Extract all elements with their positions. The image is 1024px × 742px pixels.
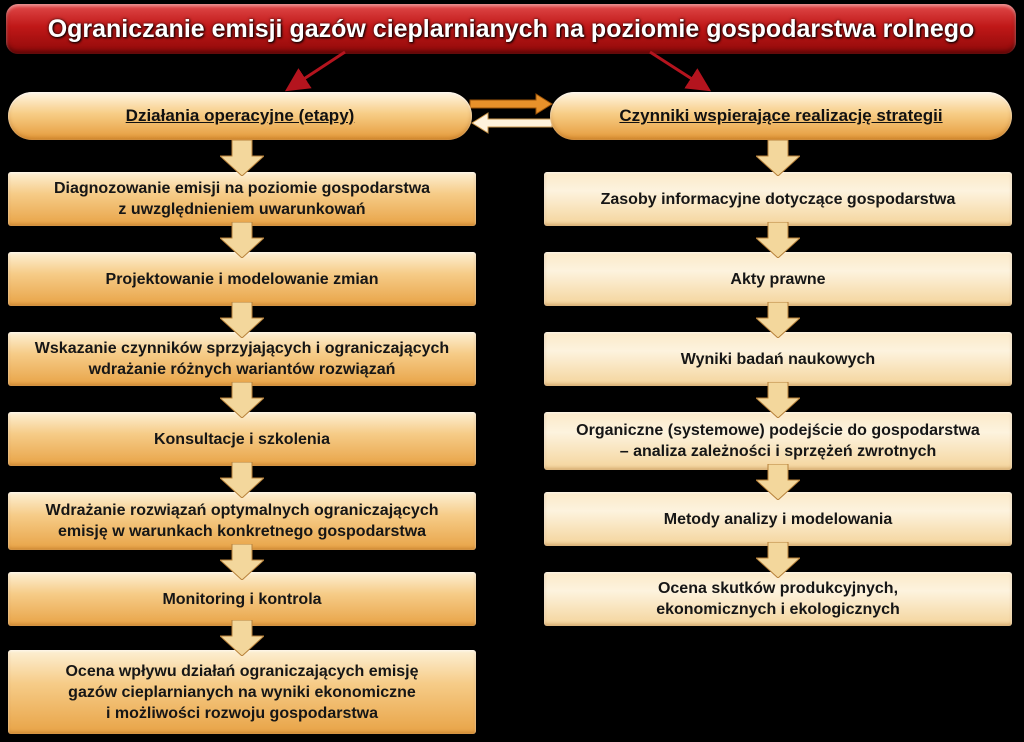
left-step-5: Wdrażanie rozwiązań optymalnych ograniczających emisję w warunkach konkretnego gospodarstwa: [8, 492, 476, 550]
title-to-right-arrow: [650, 52, 706, 88]
down-arrow-icon: [756, 464, 800, 500]
down-arrow-icon: [756, 542, 800, 578]
left-step-6: Monitoring i kontrola: [8, 572, 476, 626]
right-step-2: Akty prawne: [544, 252, 1012, 306]
down-arrow-icon: [756, 382, 800, 418]
title-to-left-arrow: [290, 52, 345, 88]
right-to-left-arrow: [472, 113, 552, 133]
down-arrow-icon: [220, 462, 264, 498]
down-arrow-icon: [220, 302, 264, 338]
right-step-4: Organiczne (systemowe) podejście do gospodarstwa – analiza zależności i sprzężeń zwrotnych: [544, 412, 1012, 470]
down-arrow-icon: [220, 222, 264, 258]
left-column-header: Działania operacyjne (etapy): [8, 92, 472, 140]
right-step-5: Metody analizy i modelowania: [544, 492, 1012, 546]
right-step-3: Wyniki badań naukowych: [544, 332, 1012, 386]
down-arrow-icon: [220, 544, 264, 580]
left-to-right-arrow: [470, 94, 552, 114]
down-arrow-icon: [756, 140, 800, 176]
left-step-1: Diagnozowanie emisji na poziomie gospodarstwa z uwzględnieniem uwarunkowań: [8, 172, 476, 226]
left-step-7: Ocena wpływu działań ograniczających emisję gazów cieplarnianych na wyniki ekonomiczne i możliwości rozwoju gospodarstwa: [8, 650, 476, 734]
right-step-1: Zasoby informacyjne dotyczące gospodarstwa: [544, 172, 1012, 226]
left-step-2: Projektowanie i modelowanie zmian: [8, 252, 476, 306]
left-step-4: Konsultacje i szkolenia: [8, 412, 476, 466]
down-arrow-icon: [756, 222, 800, 258]
down-arrow-icon: [220, 140, 264, 176]
right-column-header: Czynniki wspierające realizację strategii: [550, 92, 1012, 140]
down-arrow-icon: [220, 382, 264, 418]
right-step-6: Ocena skutków produkcyjnych, ekonomicznych i ekologicznych: [544, 572, 1012, 626]
left-step-3: Wskazanie czynników sprzyjających i ograniczających wdrażanie różnych wariantów rozwiązań: [8, 332, 476, 386]
diagram-title: Ograniczanie emisji gazów cieplarnianych na poziomie gospodarstwa rolnego: [6, 4, 1016, 54]
down-arrow-icon: [756, 302, 800, 338]
down-arrow-icon: [220, 620, 264, 656]
